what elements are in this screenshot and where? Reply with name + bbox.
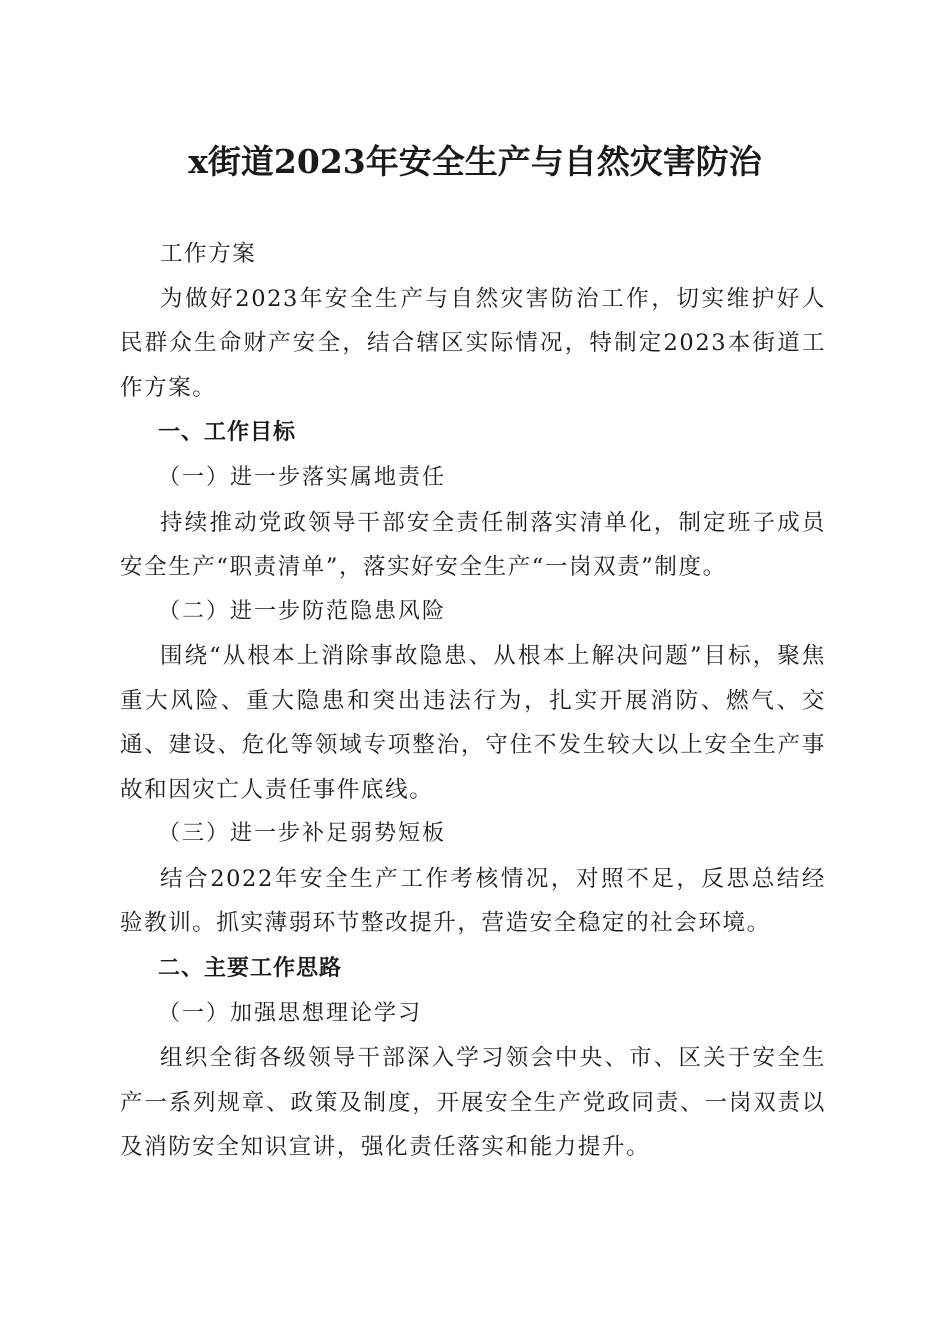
subsection-heading-theory-study: （一）加强思想理论学习	[158, 1000, 423, 1026]
paragraph-risk-prevention: 围绕“从根本上消除事故隐患、从根本上解决问题”目标，聚焦重大风险、重大隐患和突出违法行为，扎实开展消防、燃气、交通、建设、危化等领域专项整治，守住不发生较大以上安全生产事故和因灾亡人责任事件底线。	[120, 643, 826, 803]
document-title: x街道2023年安全生产与自然灾害防治	[188, 142, 762, 181]
subsection-heading-risk-prevention: （二）进一步防范隐患风险	[158, 598, 447, 624]
paragraph-theory-study: 组织全街各级领导干部深入学习领会中央、市、区关于安全生产一系列规章、政策及制度，开展安全生产党政同责、一岗双责以及消防安全知识宣讲，强化责任落实和能力提升。	[120, 1045, 826, 1160]
section-heading-goals: 一、工作目标	[158, 420, 297, 445]
subsection-heading-territorial-responsibility: （一）进一步落实属地责任	[158, 465, 447, 490]
document-body	[120, 232, 826, 1170]
section-heading-work-approach: 二、主要工作思路	[158, 955, 343, 981]
paragraph-territorial-responsibility: 持续推动党政领导干部安全责任制落实清单化，制定班子成员安全生产“职责清单”，落实好安全生产“一岗双责”制度。	[120, 509, 826, 580]
document-subtitle: 工作方案	[160, 241, 257, 267]
subsection-heading-weakness-improvement: （三）进一步补足弱势短板	[158, 821, 447, 846]
intro-paragraph: 为做好2023年安全生产与自然灾害防治工作，切实维护好人民群众生命财产安全，结合辖区实际情况，特制定2023本街道工作方案。	[120, 285, 826, 401]
paragraph-weakness-improvement: 结合2022年安全生产工作考核情况，对照不足，反思总结经验教训。抓实薄弱环节整改提升，营造安全稳定的社会环境。	[120, 865, 826, 936]
